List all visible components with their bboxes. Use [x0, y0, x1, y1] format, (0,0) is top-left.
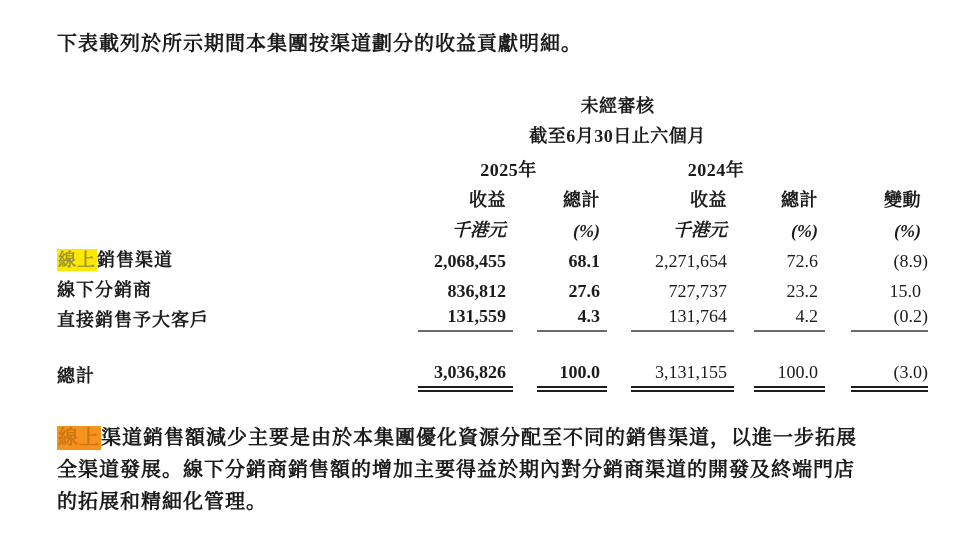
revenue-2024-cell: 2,271,654	[655, 251, 727, 271]
unit-percent-change: (%)	[894, 221, 921, 241]
year-2025-header: 2025年	[480, 160, 537, 180]
pct-2025-cell: 4.3	[513, 302, 607, 332]
footnote-paragraph	[57, 422, 932, 518]
row-label-text: 銷售渠道	[97, 250, 173, 270]
unaudited-header: 未經審核	[580, 96, 655, 116]
change-cell: 15.0	[889, 281, 921, 301]
header-spacer	[825, 118, 928, 148]
year-2024-header: 2024年	[687, 160, 745, 180]
total-row-label: 總計	[57, 366, 95, 386]
table-row-offline-distributors	[57, 272, 928, 302]
revenue-2025-cell: 836,812	[447, 281, 506, 301]
pct-2024-cell: 72.6	[786, 251, 818, 271]
row-label-direct-sales: 直接銷售予大客戶	[57, 310, 209, 330]
pct-2025-cell: 27.6	[568, 281, 600, 301]
header-spacer	[57, 182, 410, 212]
pct-2025-cell: 68.1	[568, 251, 600, 271]
table-spacer	[57, 332, 928, 354]
table-row-online-channel	[57, 242, 928, 272]
footnote-line: 渠道銷售額減少主要是由於本集團優化資源分配至不同的銷售渠道，以進一步拓展	[101, 427, 857, 449]
header-spacer	[57, 148, 410, 182]
table-row-total	[57, 354, 928, 388]
unit-thousand-hkd-2024: 千港元	[673, 220, 727, 240]
total-pct-2024-cell: 100.0	[734, 354, 825, 388]
col-header-revenue-2024: 收益	[690, 190, 727, 210]
unit-percent-2025: (%)	[573, 221, 600, 241]
change-cell: (0.2)	[825, 302, 928, 332]
total-change-cell: (3.0)	[825, 354, 928, 388]
col-header-total-2025: 總計	[563, 190, 600, 210]
footnote-line: 全渠道發展。線下分銷商銷售額的增加主要得益於期內對分銷商渠道的開發及終端門店	[57, 459, 855, 481]
revenue-2025-cell: 2,068,455	[434, 251, 506, 271]
pct-2024-cell: 23.2	[786, 281, 818, 301]
col-header-total-2024: 總計	[781, 190, 818, 210]
col-header-change: 變動	[884, 190, 921, 210]
header-spacer	[57, 92, 410, 118]
unit-percent-2024: (%)	[791, 221, 818, 241]
total-pct-2025-cell: 100.0	[513, 354, 607, 388]
revenue-2024-cell: 131,764	[607, 302, 734, 332]
col-header-revenue-2025: 收益	[469, 190, 506, 210]
pct-2024-cell: 4.2	[734, 302, 825, 332]
period-header: 截至6月30日止六個月	[529, 126, 706, 146]
revenue-2024-cell: 727,737	[668, 281, 727, 301]
unit-thousand-hkd-2025: 千港元	[452, 220, 506, 240]
header-spacer	[825, 92, 928, 118]
yellow-highlight-mark: 線上	[58, 250, 96, 270]
total-revenue-2024-cell: 3,131,155	[607, 354, 734, 388]
header-spacer	[57, 212, 410, 242]
footnote-line: 的拓展和精細化管理。	[57, 491, 267, 513]
header-spacer	[57, 118, 410, 148]
row-label-offline-distributors: 線下分銷商	[57, 280, 152, 300]
change-cell: (8.9)	[893, 251, 928, 271]
revenue-2025-cell: 131,559	[410, 302, 513, 332]
orange-highlight-mark: 線上	[58, 427, 100, 449]
intro-paragraph: 下表載列於所示期間本集團按渠道劃分的收益貢獻明細。	[57, 33, 582, 55]
table-row-direct-sales	[57, 302, 928, 332]
row-label-online-channel	[57, 242, 410, 272]
total-revenue-2025-cell: 3,036,826	[410, 354, 513, 388]
header-spacer	[825, 148, 928, 182]
revenue-by-channel-table	[57, 92, 928, 388]
